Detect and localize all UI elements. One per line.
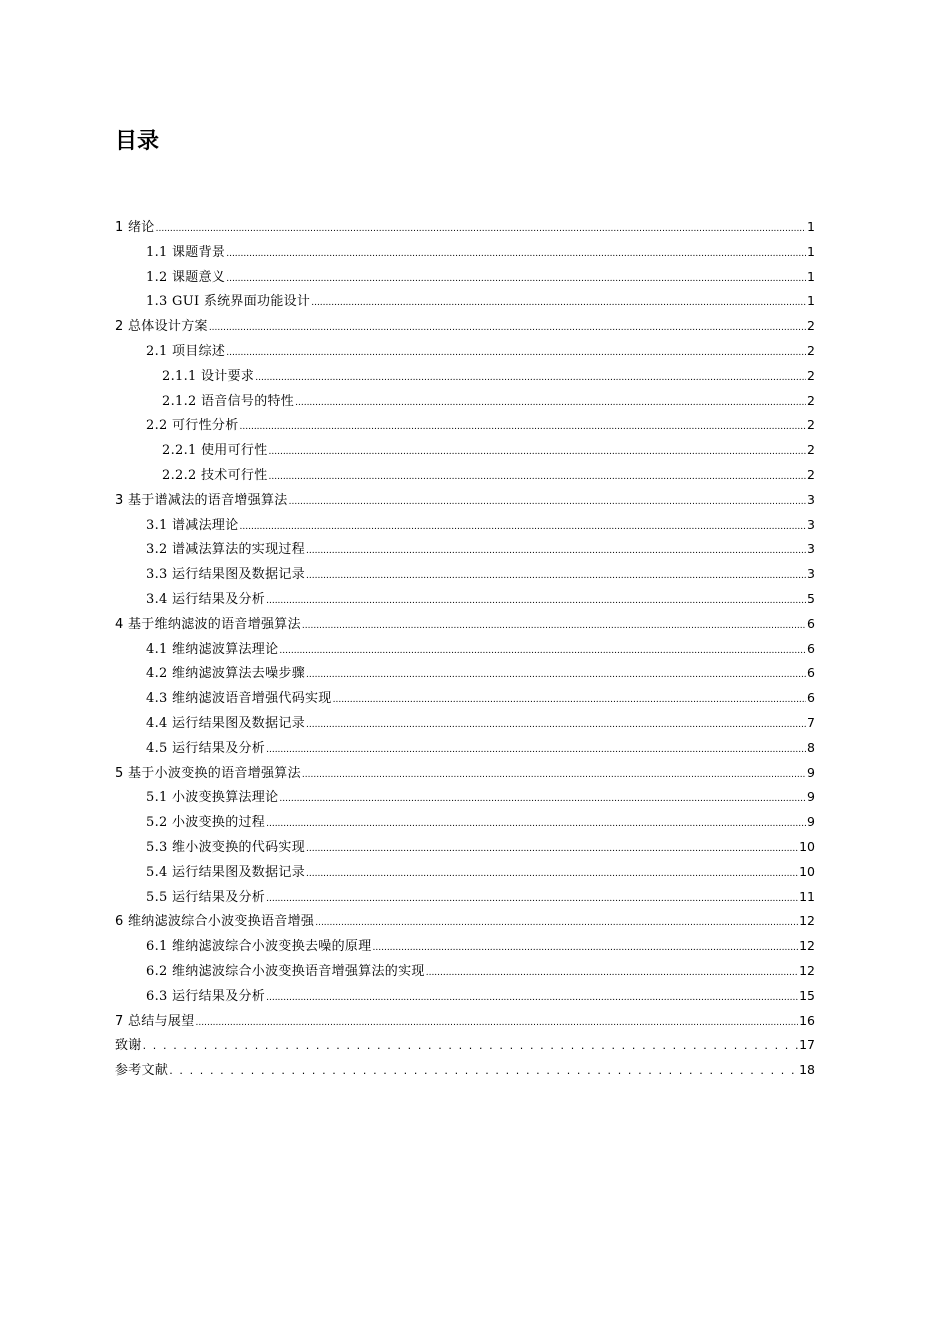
toc-dot-leader [333,688,806,713]
toc-entry-page-number: 3 [807,566,815,582]
toc-entry-title: 4.3 维纳滤波语音增强代码实现 [146,691,332,707]
toc-entry-page-number: 2 [807,466,815,482]
toc-entry-title: 1.1 课题背景 [146,244,226,260]
toc-dot-leader [266,887,798,912]
toc-entry[interactable] [115,612,815,637]
toc-dot-leader [143,1034,798,1059]
toc-dot-leader [315,911,798,936]
toc-dot-leader [269,440,807,465]
toc-dot-leader [240,415,807,440]
toc-entry[interactable] [115,909,815,934]
page-title: 目录 [115,129,160,154]
toc-entry-title: 4.2 维纳滤波算法去噪步骤 [146,666,306,682]
toc-dot-leader [306,862,798,887]
toc-entry-title: 2.1.2 语音信号的特性 [162,393,295,409]
toc-dot-leader [169,1059,798,1084]
toc-entry-title: 1 绪论 [115,220,155,235]
toc-dot-leader [266,986,798,1011]
toc-entry[interactable] [115,1009,815,1034]
toc-dot-leader [240,515,807,540]
toc-entry-title: 4.5 运行结果及分析 [146,740,266,756]
toc-entry-page-number: 2 [807,367,815,383]
toc-entry-page-number: 2 [807,417,815,433]
toc-entry[interactable] [115,438,815,463]
toc-entry[interactable] [115,637,815,662]
toc-entry-title: 致谢 [115,1038,142,1054]
toc-entry[interactable] [115,587,815,612]
toc-entry[interactable] [115,463,815,488]
toc-entry-title: 6 维纳滤波综合小波变换语音增强 [115,914,315,930]
toc-entry-title: 4.4 运行结果图及数据记录 [146,715,306,731]
toc-entry-title: 2.2 可行性分析 [146,418,239,434]
toc-entry-title: 5.4 运行结果图及数据记录 [146,864,306,880]
toc-entry[interactable] [115,537,815,562]
toc-entry-title: 1.3 GUI 系统界面功能设计 [146,294,311,310]
toc-entry-title: 4 基于维纳滤波的语音增强算法 [115,616,301,632]
toc-dot-leader [306,564,806,589]
toc-entry[interactable] [115,661,815,686]
toc-entry-page-number: 10 [799,863,815,879]
toc-dot-leader [306,539,806,564]
toc-entry-page-number: 6 [807,665,815,681]
toc-entry-page-number: 5 [807,590,815,606]
toc-entry-page-number: 2 [807,342,815,358]
toc-entry-page-number: 3 [807,516,815,532]
toc-entry-title: 2.2.2 技术可行性 [162,467,268,483]
toc-dot-leader [311,291,806,316]
toc-dot-leader [279,639,806,664]
toc-entry-page-number: 8 [807,739,815,755]
toc-entry[interactable] [115,711,815,736]
toc-entry-title: 5.3 维小波变换的代码实现 [146,839,306,855]
toc-entry[interactable] [115,488,815,513]
toc-entry-title: 4.1 维纳滤波算法理论 [146,641,279,657]
toc-entry-title: 6.3 运行结果及分析 [146,988,266,1004]
toc-entry-title: 3.4 运行结果及分析 [146,591,266,607]
toc-entry-page-number: 12 [799,938,815,954]
toc-entry[interactable] [115,240,815,265]
toc-entry-page-number: 3 [807,491,815,507]
toc-dot-leader [302,614,806,639]
toc-dot-leader [209,316,806,341]
toc-dot-leader [295,391,806,416]
toc-entry-title: 6.2 维纳滤波综合小波变换语音增强算法的实现 [146,963,425,979]
toc-entry[interactable] [115,289,815,314]
toc-entry-title: 2.1 项目综述 [146,343,226,359]
toc-entry-title: 3.1 谱减法理论 [146,517,239,533]
toc-entry-title: 2.2.1 使用可行性 [162,443,268,459]
toc-entry[interactable] [115,1033,815,1058]
toc-entry[interactable] [115,215,815,240]
toc-entry-title: 3 基于谱减法的语音增强算法 [115,492,288,508]
toc-entry[interactable] [115,761,815,786]
toc-dot-leader [156,217,806,242]
toc-entry[interactable] [115,686,815,711]
toc-entry[interactable] [115,934,815,959]
toc-entry[interactable] [115,785,815,810]
toc-entry[interactable] [115,364,815,389]
toc-dot-leader [196,1011,799,1036]
toc-entry-title: 6.1 维纳滤波综合小波变换去噪的原理 [146,939,372,955]
toc-entry-page-number: 3 [807,541,815,557]
toc-dot-leader [269,465,807,490]
toc-entry[interactable] [115,413,815,438]
toc-dot-leader [289,490,806,515]
toc-entry-page-number: 7 [807,714,815,730]
toc-dot-leader [226,341,806,366]
toc-entry[interactable] [115,1058,815,1083]
toc-entry-page-number: 1 [807,268,815,284]
toc-entry-page-number: 9 [807,814,815,830]
toc-entry-page-number: 2 [807,318,815,334]
toc-entry[interactable] [115,835,815,860]
toc-entry-page-number: 1 [807,219,815,234]
toc-entry-page-number: 18 [799,1062,815,1078]
toc-entry-page-number: 1 [807,293,815,309]
toc-entry-page-number: 1 [807,243,815,259]
toc-entry-title: 参考文献 [115,1063,169,1079]
toc-entry[interactable] [115,885,815,910]
toc-entry-page-number: 6 [807,615,815,631]
toc-dot-leader [426,961,798,986]
toc-entry-page-number: 2 [807,392,815,408]
toc-entry-page-number: 12 [799,913,815,929]
toc-entry[interactable] [115,562,815,587]
toc-entry-page-number: 11 [799,888,815,904]
toc-entry-page-number: 6 [807,640,815,656]
toc-entry-title: 3.2 谱减法算法的实现过程 [146,542,306,558]
toc-entry-title: 1.2 课题意义 [146,269,226,285]
toc-entry[interactable] [115,736,815,761]
toc-dot-leader [255,366,806,391]
toc-entry-page-number: 10 [799,838,815,854]
toc-entry-title: 2 总体设计方案 [115,319,208,335]
toc-entry[interactable] [115,860,815,885]
toc-entry-page-number: 6 [807,690,815,706]
toc-entry-page-number: 17 [799,1037,815,1053]
toc-entry[interactable] [115,265,815,290]
toc-dot-leader [266,812,806,837]
toc-entry[interactable] [115,984,815,1009]
toc-entry-title: 7 总结与展望 [115,1013,195,1029]
toc-entry-page-number: 9 [807,789,815,805]
toc-entry-page-number: 2 [807,442,815,458]
toc-entry[interactable] [115,339,815,364]
toc-entry-page-number: 15 [799,987,815,1003]
toc-entry-page-number: 16 [799,1012,815,1028]
toc-dot-leader [306,663,806,688]
toc-dot-leader [279,787,806,812]
toc-entry-page-number: 9 [807,764,815,780]
toc-dot-leader [373,936,799,961]
toc-entry-title: 5.1 小波变换算法理论 [146,790,279,806]
toc-entry[interactable] [115,959,815,984]
toc-dot-leader [226,267,806,292]
toc-dot-leader [302,763,806,788]
toc-entry-title: 2.1.1 设计要求 [162,368,255,384]
toc-entry-title: 5 基于小波变换的语音增强算法 [115,765,301,781]
table-of-contents [115,215,815,1083]
toc-dot-leader [266,738,806,763]
toc-entry[interactable] [115,314,815,339]
toc-entry-page-number: 12 [799,962,815,978]
toc-dot-leader [306,713,806,738]
toc-dot-leader [266,589,806,614]
toc-entry-title: 5.5 运行结果及分析 [146,889,266,905]
toc-dot-leader [226,242,806,267]
toc-dot-leader [306,837,798,862]
toc-entry[interactable] [115,513,815,538]
toc-entry-title: 5.2 小波变换的过程 [146,815,266,831]
toc-entry[interactable] [115,389,815,414]
toc-entry[interactable] [115,810,815,835]
toc-entry-title: 3.3 运行结果图及数据记录 [146,567,306,583]
